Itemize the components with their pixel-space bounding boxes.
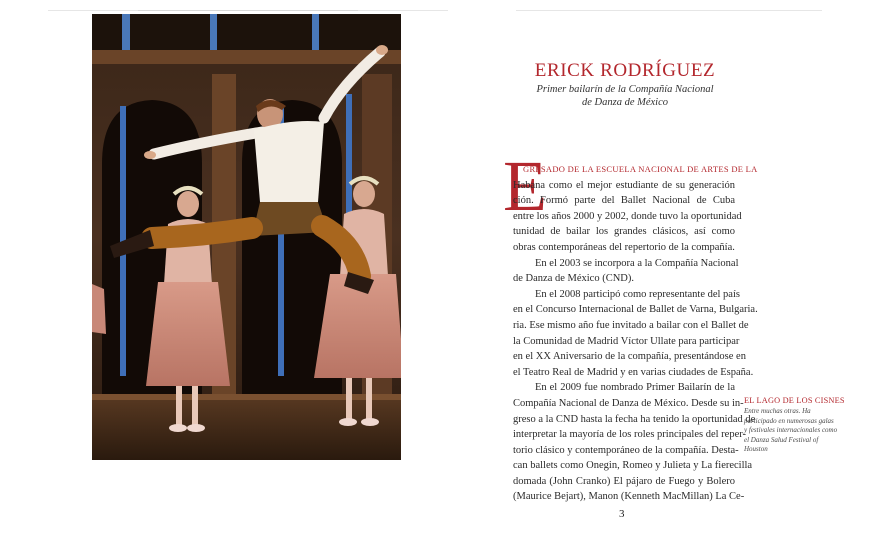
article-line: GRESADO DE LA ESCUELA NACIONAL DE ARTES DE LA bbox=[523, 164, 758, 174]
sidebar-note bbox=[744, 396, 845, 455]
article-line: obras contemporáneas del repertorio de la compañía. bbox=[513, 241, 735, 253]
article-line: En el 2003 se incorpora a la Compañía Nacional bbox=[535, 257, 739, 269]
article-line: can ballets como Onegin, Romeo y Julieta y La fierecilla bbox=[513, 460, 753, 472]
article-line: ción. Formó parte del Ballet Nacional de Cuba bbox=[513, 195, 735, 207]
article-line: de Danza de México (CND). bbox=[513, 273, 634, 285]
article-line: interpretar la mayoría de los roles principales del reper- bbox=[513, 429, 747, 441]
sidebar-line: el Danza Salud Festival of bbox=[744, 435, 819, 444]
dancer-name: ERICK RODRÍGUEZ bbox=[534, 60, 716, 81]
ballet-photo-icon bbox=[92, 14, 401, 460]
subtitle-line: de Danza de México bbox=[581, 96, 668, 108]
article-line: entre los años 2000 y 2002, donde tuvo la oportunidad bbox=[513, 210, 742, 222]
article-line: tunidad de bailar los grandes clásicos, así como bbox=[513, 226, 735, 238]
sidebar-line: y festivales internacionales como bbox=[744, 426, 838, 435]
article-line: en el Concurso Internacional de Ballet de Varna, Bulgaria. bbox=[513, 304, 758, 316]
ballet-photo bbox=[92, 14, 401, 460]
article-line: Habana como el mejor estudiante de su generación bbox=[513, 179, 735, 191]
sidebar-line: participado en numerosas galas bbox=[744, 416, 834, 425]
article-line: en el XX Aniversario de la compañía, presentándose en bbox=[513, 351, 746, 363]
article-line: el Teatro Real de Madrid y en varias ciudades de España. bbox=[513, 366, 754, 378]
page-title bbox=[520, 60, 730, 82]
page-number: 3 bbox=[619, 508, 625, 520]
article-line: domada (John Cranko) El pájaro de Fuego y Bolero bbox=[513, 475, 735, 487]
sidebar-title: EL LAGO DE LOS CISNES bbox=[744, 396, 845, 405]
article-line: En el 2008 participó como representante del país bbox=[535, 288, 740, 300]
sidebar-line: Entre muchas otras. Ha bbox=[744, 407, 811, 415]
article-line: En el 2009 fue nombrado Primer Bailarín de la bbox=[535, 382, 735, 394]
article-line: Compañía Nacional de Danza de México. Desde su in- bbox=[513, 397, 744, 409]
subtitle-line: Primer bailarín de la Compañía Nacional bbox=[536, 84, 714, 95]
article-line: (Maurice Bejart), Manon (Kenneth MacMillan) La Ce- bbox=[513, 491, 745, 503]
article-line: ria. Ese mismo año fue invitado a bailar con el Ballet de bbox=[513, 319, 749, 331]
drop-cap: E bbox=[503, 146, 547, 226]
page-subtitle bbox=[520, 84, 730, 109]
article-line: la Comunidad de Madrid Víctor Ullate para participar bbox=[513, 335, 740, 347]
article-line: greso a la CND hasta la fecha ha tenido la oportunidad de bbox=[513, 413, 756, 425]
sidebar-line: Houston bbox=[744, 445, 768, 454]
top-rule-right bbox=[516, 10, 822, 11]
article-line: torio clásico y contemporáneo de la compañía. Desta- bbox=[513, 444, 739, 456]
top-rule-left-dark bbox=[138, 10, 358, 11]
